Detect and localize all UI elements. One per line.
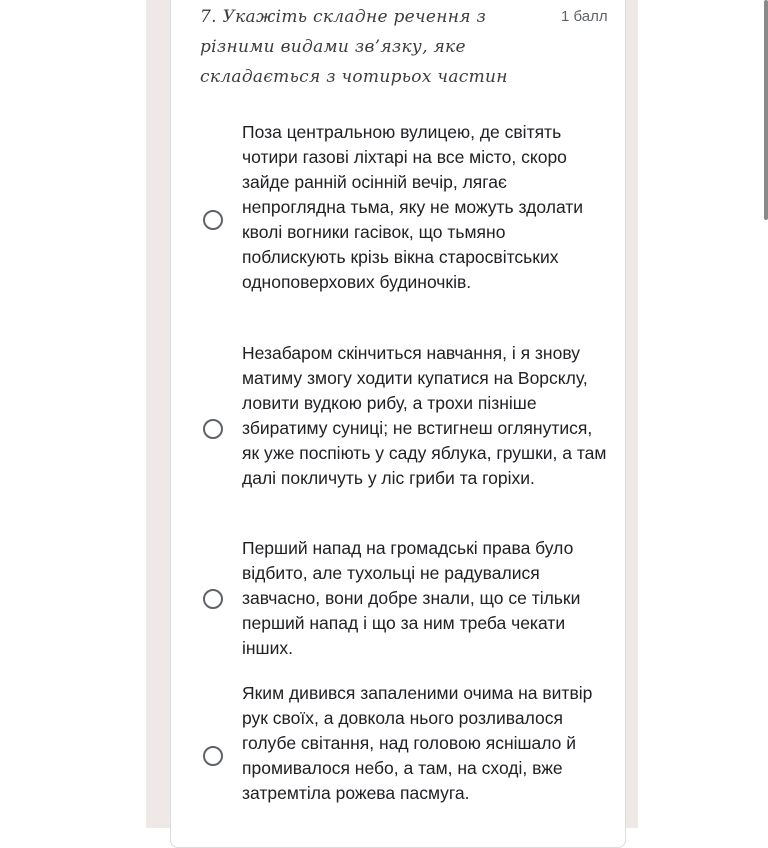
option-label: Незабаром скінчиться навчання, і я знову матиму змогу ходити купатися на Ворсклу, ловити вудкою рибу, а трохи пізніше збиратиму суниці; не встигнеш оглянутися, як уже поспіють у саду яблука, грушки, а там далі покличуть у ліс гриби та горіхи. <box>242 343 607 488</box>
radio-button[interactable] <box>203 746 223 766</box>
option-3[interactable] <box>200 536 610 661</box>
option-label: Яким дивився запаленими очима на витвір рук своїх, а довкола нього розливалося голубе світання, над головою яснішало й промивалося небо, а там, на сході, вже затремтіла рожева пасмуга. <box>242 683 593 803</box>
radio-button[interactable] <box>203 419 223 439</box>
scrollbar-thumb[interactable] <box>764 0 768 220</box>
option-1[interactable] <box>200 120 610 320</box>
option-2[interactable] <box>200 341 610 516</box>
radio-button[interactable] <box>203 210 223 230</box>
question-title: 7. Укажіть складне речення з різними видами зв’язку, яке складається з чотирьох частин <box>200 7 508 87</box>
points-label: 1 балл <box>561 8 608 25</box>
right-margin <box>638 0 768 828</box>
radio-button[interactable] <box>203 589 223 609</box>
option-label: Перший напад на громадські права було відбито, але тухольці не радувалися завчасно, вони добре знали, що се тільки перший напад і що за ним треба чекати інших. <box>242 538 581 658</box>
option-4[interactable] <box>200 681 610 831</box>
option-label: Поза центральною вулицею, де світять чотири газові ліхтарі на все місто, скоро зайде ранній осінній вечір, лягає непроглядна тьма, яку не можуть здолати кволі вогники гасівок, що тьмяно поблискують крізь вікна старосвітських одноповерхових будиночків. <box>242 122 584 292</box>
left-margin <box>0 0 146 828</box>
